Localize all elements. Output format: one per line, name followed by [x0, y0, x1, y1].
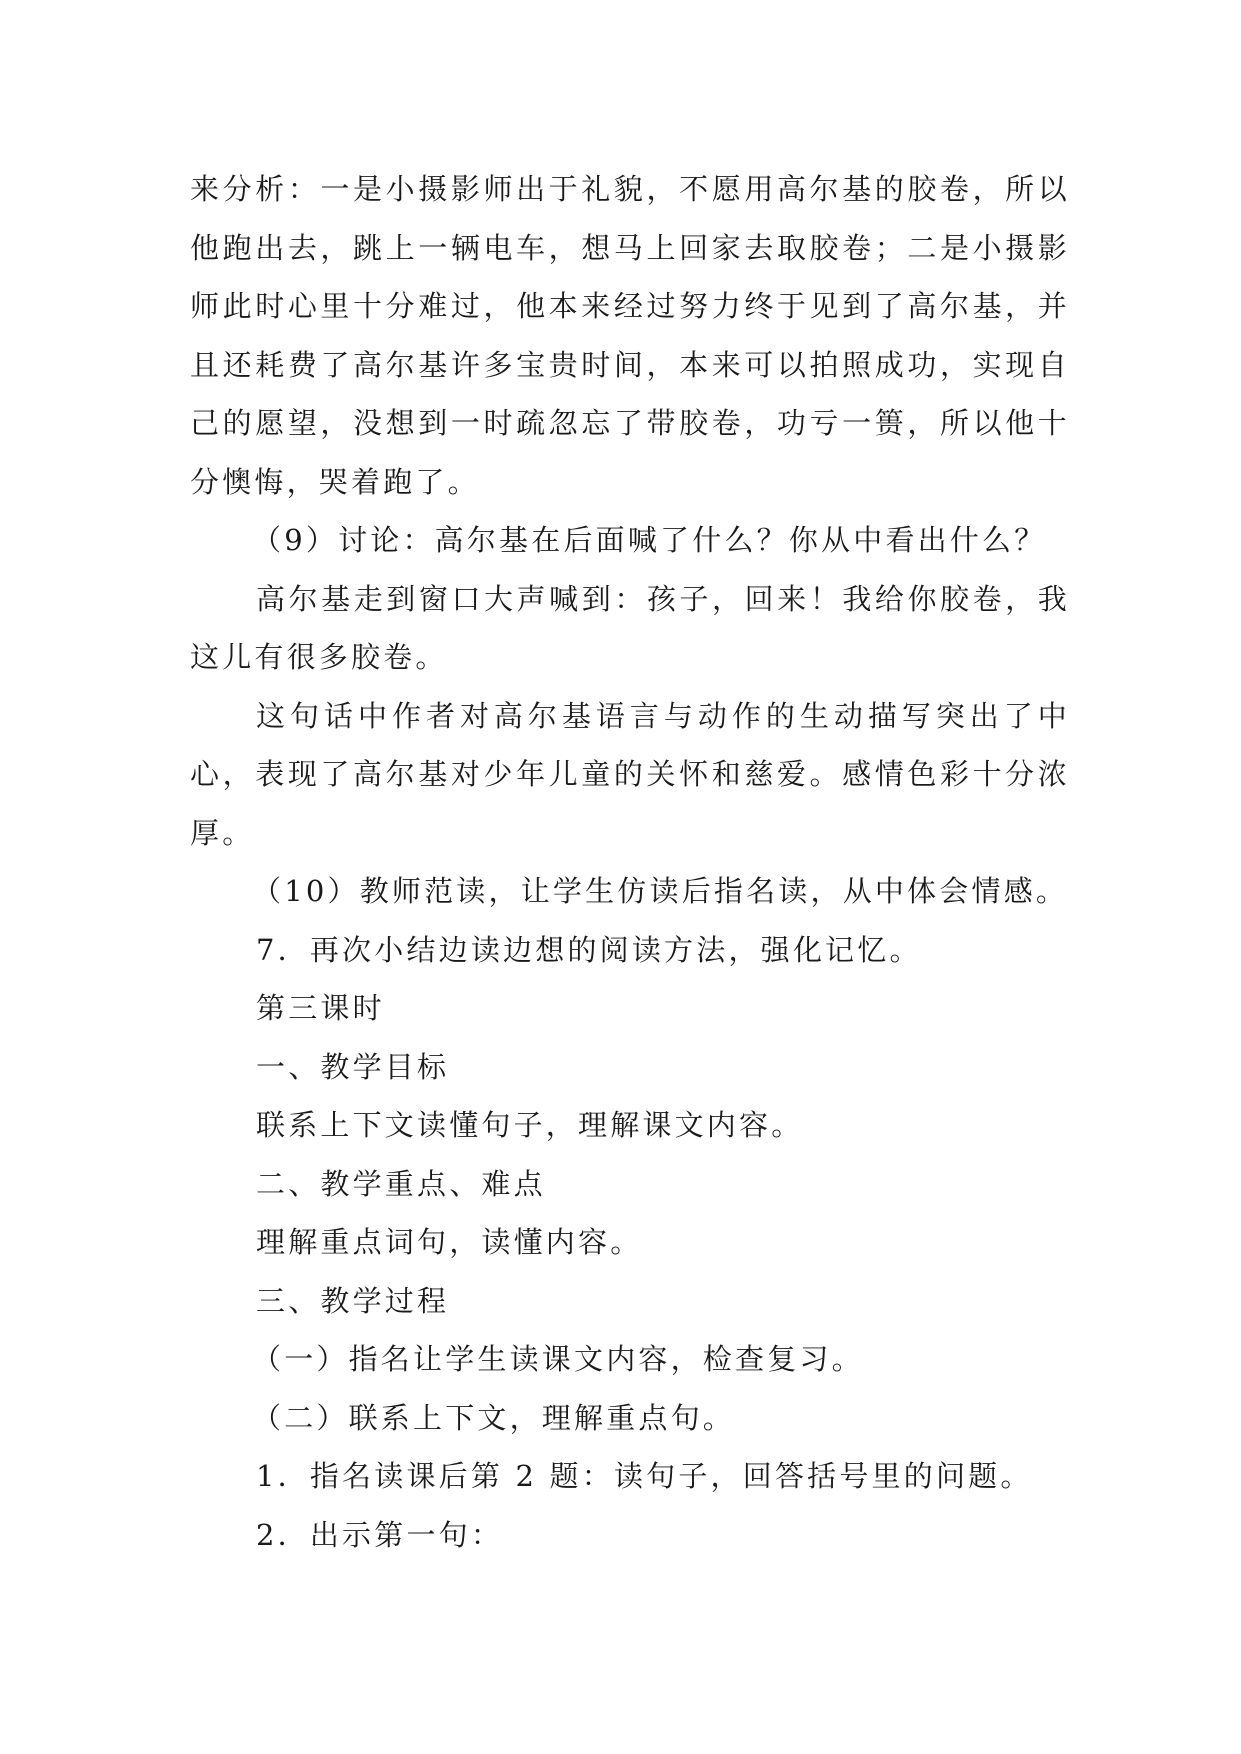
heading-key-points: 二、教学重点、难点	[256, 1166, 546, 1201]
paragraph-analysis: 来分析：一是小摄影师出于礼貌，不愿用高尔基的胶卷，所以他跑出去，跳上一辆电车，想马上回家去取胶卷；二是小摄影师此时心里十分难过，他本来经过努力终于见到了高尔基，并且还耗费了高尔基许多宝贵时间，本来可以拍照成功，实现自己的愿望，没想到一时疏忽忘了带胶卷，功亏一篑，所以他十分懊悔，哭着跑了。	[190, 172, 1070, 499]
paragraph-sentence-analysis: 这句话中作者对高尔基语言与动作的生动描写突出了中心，表现了高尔基对少年儿童的关怀和慈爱。感情色彩十分浓厚。	[190, 698, 1070, 850]
paragraph-key-points: 理解重点词句，读懂内容。	[256, 1225, 643, 1259]
paragraph-gorky-shout: 高尔基走到窗口大声喊到：孩子，回来！我给你胶卷，我这儿有很多胶卷。	[190, 581, 1070, 674]
paragraph-step-1: （一）指名让学生读课文内容，检查复习。	[252, 1342, 864, 1376]
paragraph-item-2: 2．出示第一句：	[256, 1517, 504, 1552]
paragraph-discussion-9: （9）讨论：高尔基在后面喊了什么？你从中看出什么？	[252, 523, 1047, 557]
paragraph-teaching-goals: 联系上下文读懂句子，理解课文内容。	[256, 1108, 804, 1142]
heading-teaching-goals: 一、教学目标	[256, 1049, 450, 1084]
paragraph-summary-7: 7．再次小结边读边想的阅读方法，强化记忆。	[256, 932, 922, 967]
paragraph-item-1: 1．指名读课后第 2 题：读句子，回答括号里的问题。	[256, 1459, 1033, 1493]
paragraph-teacher-read-10: （10）教师范读，让学生仿读后指名读，从中体会情感。	[252, 874, 1069, 908]
document-page	[190, 160, 1070, 1564]
heading-third-lesson: 第三课时	[256, 991, 385, 1025]
paragraph-step-2: （二）联系上下文，理解重点句。	[252, 1400, 736, 1435]
heading-teaching-process: 三、教学过程	[256, 1283, 450, 1318]
